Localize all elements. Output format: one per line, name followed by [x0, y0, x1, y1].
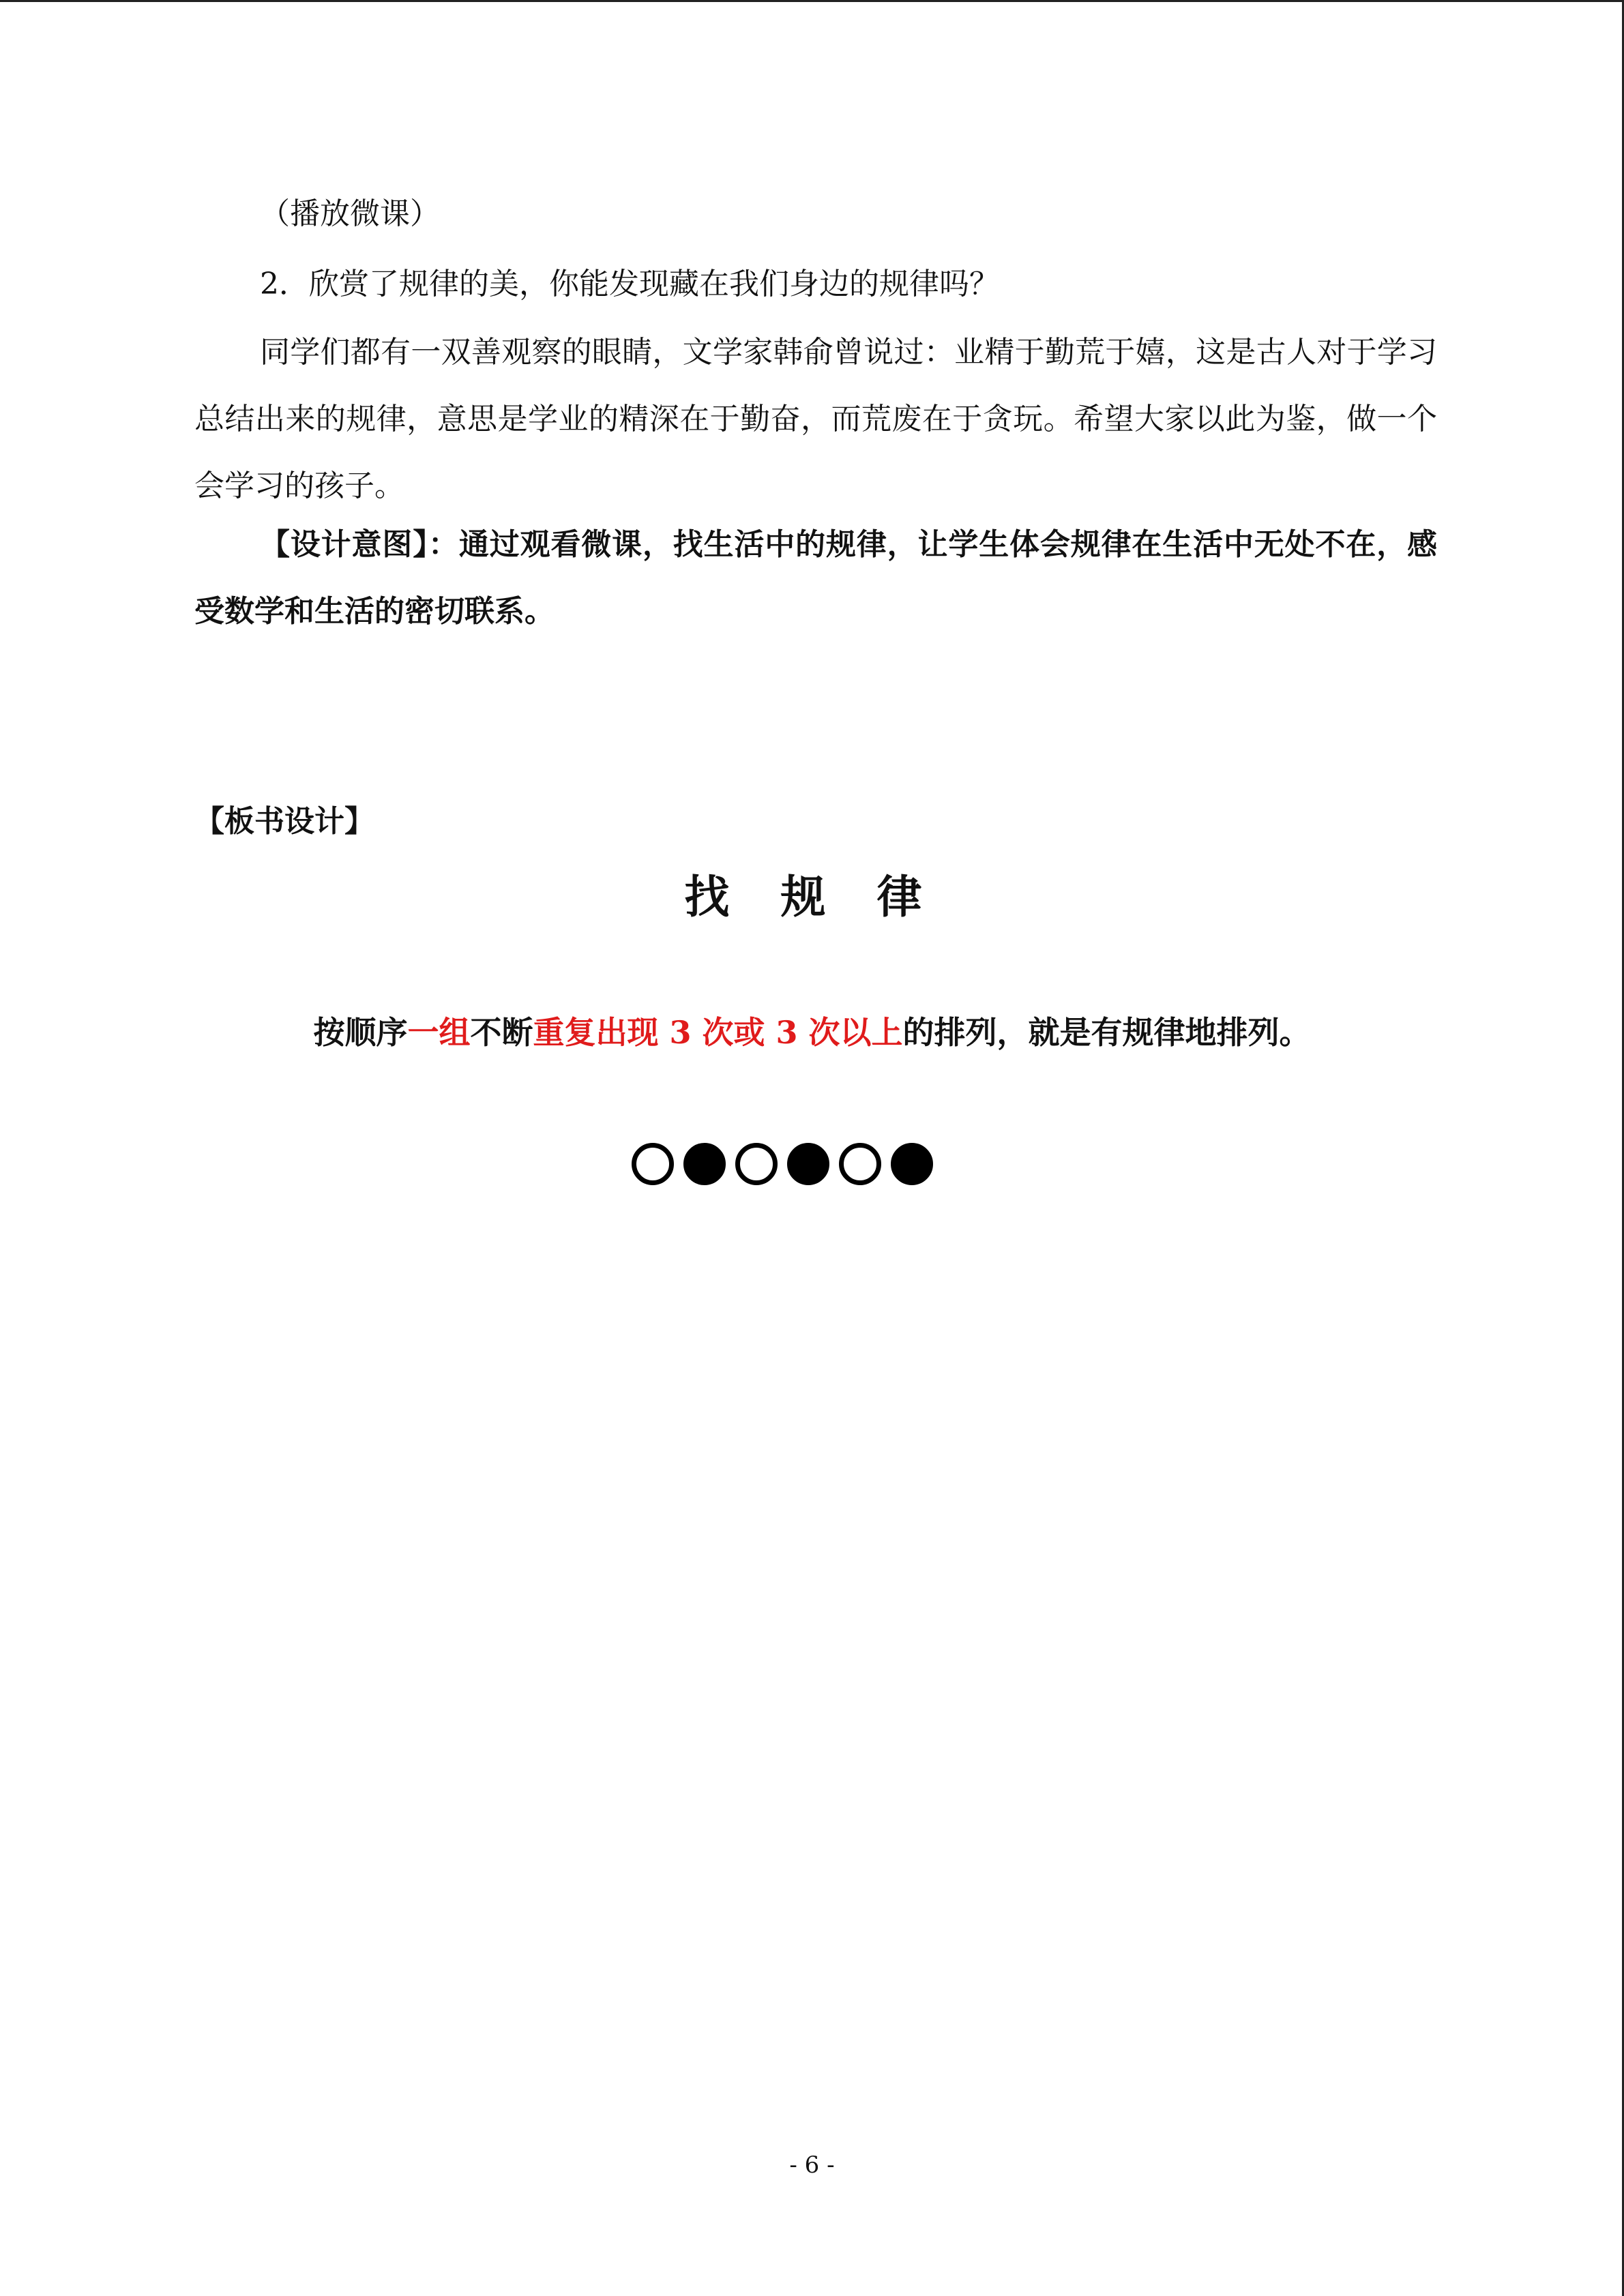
paragraph-classmates-observation: 同学们都有一双善观察的眼睛，文学家韩俞曾说过：业精于勤荒于嬉，这是古人对于学习总结出来的规律，意思是学业的精深在于勤奋，而荒废在于贪玩。希望大家以此为鉴，做一个会学习的孩子。 — [194, 335, 1437, 503]
filled-circle-icon — [683, 1143, 726, 1185]
rule-part-2-highlight: 一组 — [407, 1014, 471, 1051]
circle-pattern-row — [632, 1143, 933, 1195]
hollow-circle-icon — [735, 1143, 778, 1185]
page-number: - 6 - — [789, 2151, 835, 2179]
paragraph-play-microlesson: （播放微课） — [260, 196, 440, 231]
rule-part-4-highlight: 重复出现 3 次或 3 次以上 — [533, 1014, 903, 1051]
filled-circle-icon — [891, 1143, 933, 1185]
rule-part-3: 不断 — [470, 1014, 533, 1051]
board-rule-sentence — [0, 1008, 1624, 1053]
paragraph-design-intent: 【设计意图】：通过观看微课，找生活中的规律，让学生体会规律在生活中无处不在，感受数学和生活的密切联系。 — [194, 527, 1437, 629]
rule-part-1: 按顺序 — [313, 1014, 408, 1051]
rule-part-5: 的排列，就是有规律地排列。 — [902, 1014, 1311, 1051]
board-title: 找 规 律 — [684, 870, 940, 923]
paragraph-question-2: 2．欣赏了规律的美，你能发现藏在我们身边的规律吗？ — [260, 267, 999, 301]
board-design-heading: 【板书设计】 — [194, 804, 374, 839]
hollow-circle-icon — [632, 1143, 674, 1185]
hollow-circle-icon — [839, 1143, 881, 1185]
filled-circle-icon — [787, 1143, 829, 1185]
